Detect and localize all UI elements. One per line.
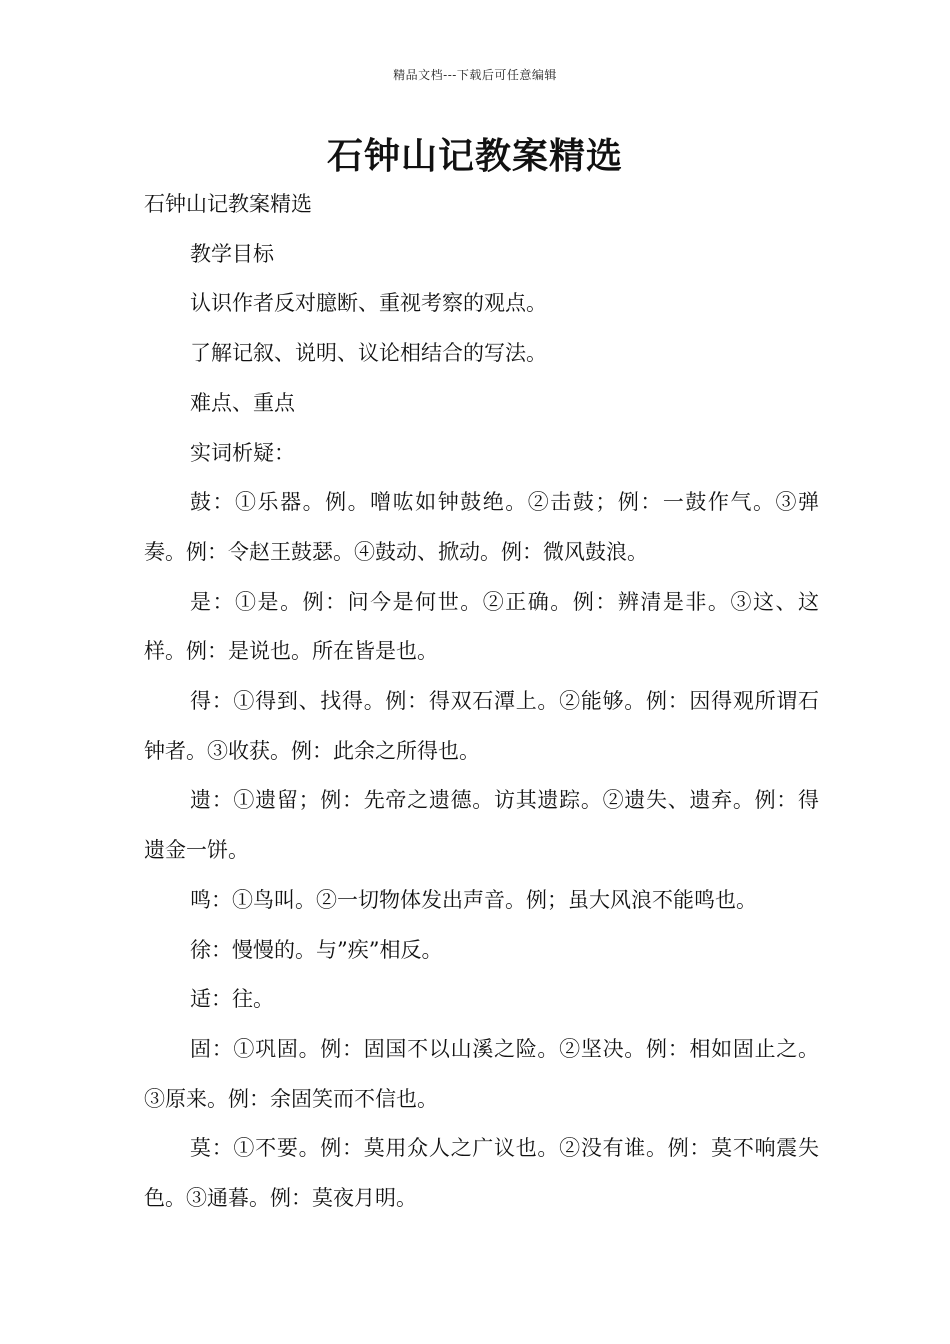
paragraph: 固：①巩固。例：固国不以山溪之险。②坚决。例：相如固止之。③原来。例：余固笑而不信也。	[144, 1036, 819, 1111]
paragraph: 难点、重点	[190, 390, 295, 415]
paragraph: 遗：①遗留；例：先帝之遗德。访其遗踪。②遗失、遗弃。例：得遗金一饼。	[144, 788, 819, 863]
document-title: 石钟山记教案精选	[326, 135, 623, 177]
paragraph: 教学目标	[190, 241, 274, 266]
document-body	[144, 180, 819, 1224]
paragraph: 鼓：①乐器。例。噌吰如钟鼓绝。②击鼓；例：一鼓作气。③弹奏。例：令赵王鼓瑟。④鼓动、掀动。例：微风鼓浪。	[144, 490, 819, 564]
paragraph: 适：往。	[190, 987, 274, 1012]
paragraph: 认识作者反对臆断、重视考察的观点。	[190, 291, 547, 316]
paragraph: 石钟山记教案精选	[144, 192, 312, 216]
paragraph: 得：①得到、找得。例：得双石潭上。②能够。例：因得观所谓石钟者。③收获。例：此余之所得也。	[144, 689, 819, 763]
paragraph: 是：①是。例：问今是何世。②正确。例：辨清是非。③这、这样。例：是说也。所在皆是也。	[144, 589, 819, 664]
paragraph: 莫：①不要。例：莫用众人之广议也。②没有谁。例：莫不响震失色。③通暮。例：莫夜月明。	[144, 1136, 819, 1211]
paragraph: 鸣：①鸟叫。②一切物体发出声音。例；虽大风浪不能鸣也。	[190, 887, 757, 912]
paragraph: 实词析疑：	[190, 440, 295, 465]
paragraph: 徐：慢慢的。与”疾”相反。	[190, 937, 443, 962]
header-note: 精品文档---下载后可任意编辑	[393, 68, 557, 82]
paragraph: 了解记叙、说明、议论相结合的写法。	[190, 341, 547, 366]
